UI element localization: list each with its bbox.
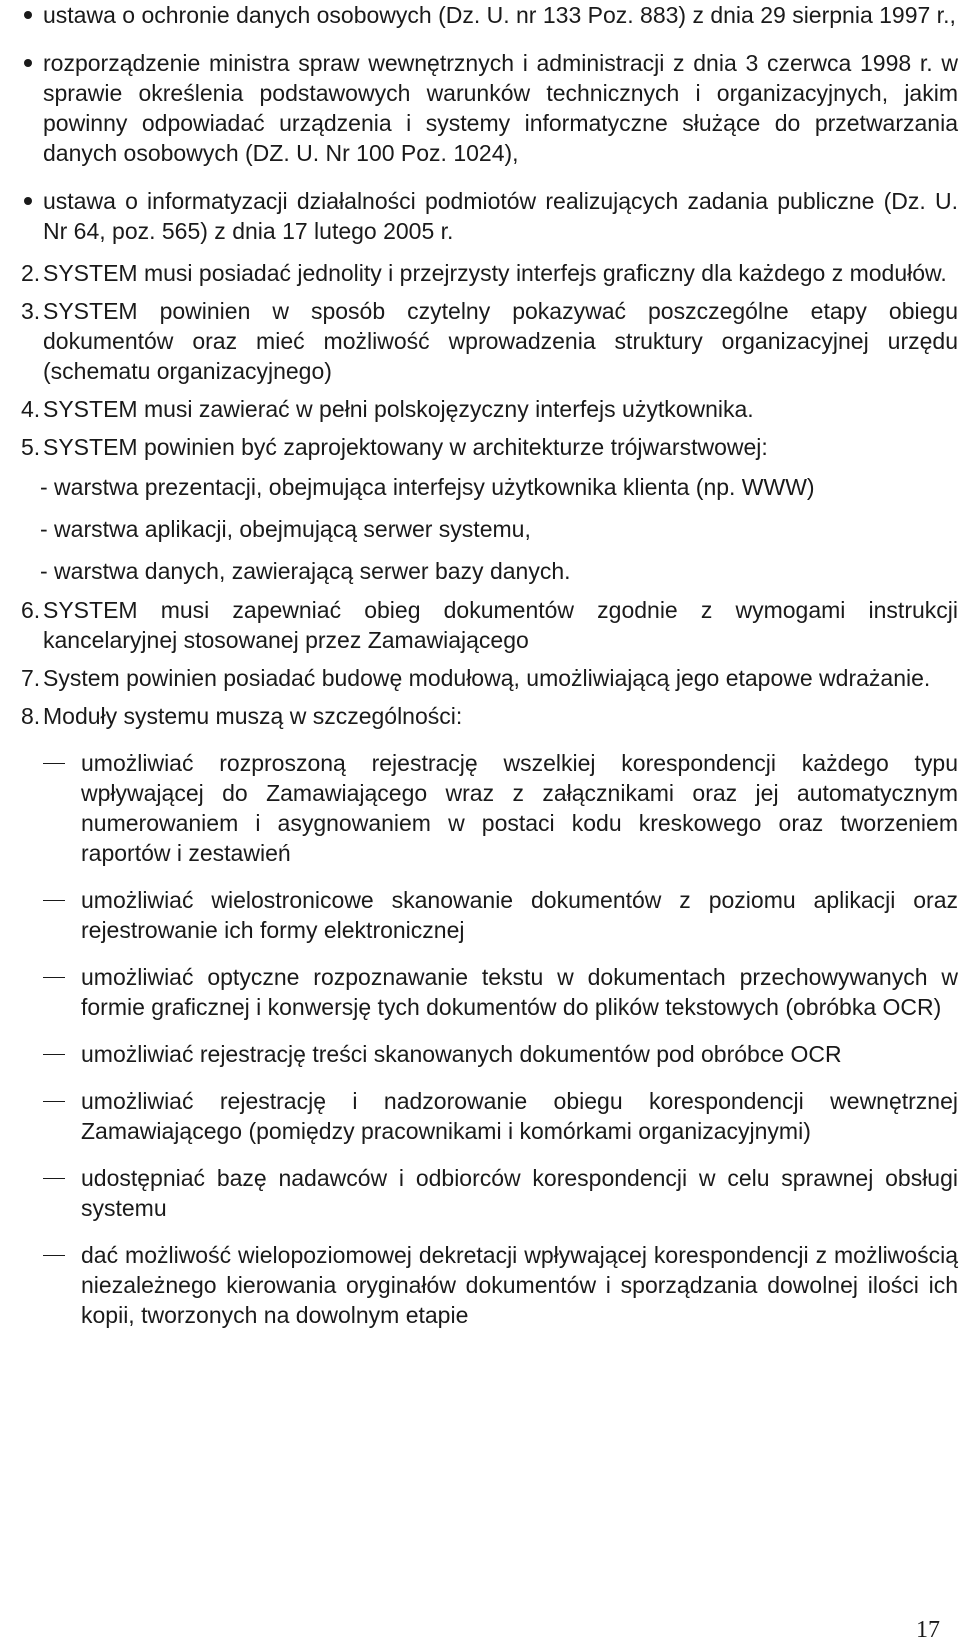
item-number: 4. <box>21 396 41 422</box>
module-item <box>21 1086 958 1146</box>
bullet-text: ustawa o ochronie danych osobowych (Dz. U. nr 133 Poz. 883) z dnia 29 sierpnia 1997 r., <box>43 2 956 28</box>
module-item <box>21 885 958 945</box>
module-text: umożliwiać rejestrację i nadzorowanie obiegu korespondencji wewnętrznej Zamawiającego (pomiędzy pracownikami i komórkami organizacyjnymi) <box>81 1088 958 1144</box>
module-item <box>21 962 958 1022</box>
item-number: 6. <box>21 597 41 623</box>
item-text: SYSTEM musi posiadać jednolity i przejrzysty interfejs graficzny dla każdego z modułów. <box>43 260 947 286</box>
item-number: 3. <box>21 298 41 324</box>
dash-icon <box>43 900 65 901</box>
module-item <box>21 748 958 868</box>
module-text: umożliwiać wielostronicowe skanowanie dokumentów z poziomu aplikacji oraz rejestrowanie ich formy elektronicznej <box>81 887 958 943</box>
module-item <box>21 1163 958 1223</box>
bullet-icon <box>24 59 32 67</box>
bullet-text: rozporządzenie ministra spraw wewnętrznych i administracji z dnia 3 czerwca 1998 r. w sprawie określenia podstawowych warunków technicznych i organizacyjnych, jakim powinny odpowiadać urządzenia i systemy informatyczne służące do przetwarzania danych osobowych (DZ. U. Nr 100 Poz. 1024), <box>43 50 958 166</box>
module-text: umożliwiać rejestrację treści skanowanych dokumentów pod obróbce OCR <box>81 1041 842 1067</box>
module-text: dać możliwość wielopoziomowej dekretacji wpływającej korespondencji z możliwością niezależnego kierowania oryginałów dokumentów i sporządzania dowolnej ilości ich kopii, tworzonych na dowolnym etapie <box>81 1242 958 1328</box>
dash-icon <box>43 977 65 978</box>
numbered-item <box>21 394 958 424</box>
layer-item: - warstwa danych, zawierającą serwer bazy danych. <box>40 558 571 584</box>
bullet-item <box>21 186 958 246</box>
dash-icon <box>43 1101 65 1102</box>
numbered-item <box>21 701 958 731</box>
dash-icon <box>43 1255 65 1256</box>
item-text: Moduły systemu muszą w szczególności: <box>43 703 463 729</box>
layer-item: - warstwa aplikacji, obejmującą serwer systemu, <box>40 516 531 542</box>
item-text: SYSTEM musi zapewniać obieg dokumentów zgodnie z wymogami instrukcji kancelaryjnej stosowanej przez Zamawiającego <box>43 597 958 653</box>
numbered-item <box>21 432 958 462</box>
dash-icon <box>43 1178 65 1179</box>
bullet-item <box>21 0 958 30</box>
numbered-item <box>21 296 958 386</box>
numbered-item <box>21 663 958 693</box>
item-number: 7. <box>21 665 41 691</box>
dash-icon <box>43 1054 65 1055</box>
bullet-icon <box>24 11 32 19</box>
numbered-item <box>21 258 958 288</box>
item-text: System powinien posiadać budowę modułową, umożliwiającą jego etapowe wdrażanie. <box>43 665 931 691</box>
module-text: udostępniać bazę nadawców i odbiorców korespondencji w celu sprawnej obsługi systemu <box>81 1165 958 1221</box>
module-text: umożliwiać optyczne rozpoznawanie tekstu w dokumentach przechowywanych w formie graficznej i konwersję tych dokumentów do plików tekstowych (obróbka OCR) <box>81 964 958 1020</box>
item-number: 2. <box>21 260 41 286</box>
item-text: SYSTEM powinien być zaprojektowany w architekturze trójwarstwowej: <box>43 434 768 460</box>
bullet-icon <box>24 197 32 205</box>
layer-list <box>21 472 958 586</box>
item-text: SYSTEM powinien w sposób czytelny pokazywać poszczególne etapy obiegu dokumentów oraz mieć możliwość wprowadzenia struktury organizacyjnej urzędu (schematu organizacyjnego) <box>43 298 958 384</box>
module-text: umożliwiać rozproszoną rejestrację wszelkiej korespondencji każdego typu wpływającej do Zamawiającego wraz z załącznikami oraz jej automatycznym numerowaniem i asygnowaniem w postaci kodu kreskowego oraz tworzeniem raportów i zestawień <box>81 750 958 866</box>
module-item <box>21 1039 958 1069</box>
module-item <box>21 1240 958 1330</box>
item-number: 5. <box>21 434 41 460</box>
document-body <box>21 0 958 1330</box>
item-number: 8. <box>21 703 41 729</box>
page-number: 17 <box>916 1617 940 1643</box>
bullet-item <box>21 48 958 168</box>
dash-icon <box>43 763 65 764</box>
bullet-text: ustawa o informatyzacji działalności podmiotów realizujących zadania publiczne (Dz. U. Nr 64, poz. 565) z dnia 17 lutego 2005 r. <box>43 188 958 244</box>
numbered-item <box>21 595 958 655</box>
item-text: SYSTEM musi zawierać w pełni polskojęzyczny interfejs użytkownika. <box>43 396 754 422</box>
layer-item: - warstwa prezentacji, obejmująca interfejsy użytkownika klienta (np. WWW) <box>40 474 815 500</box>
